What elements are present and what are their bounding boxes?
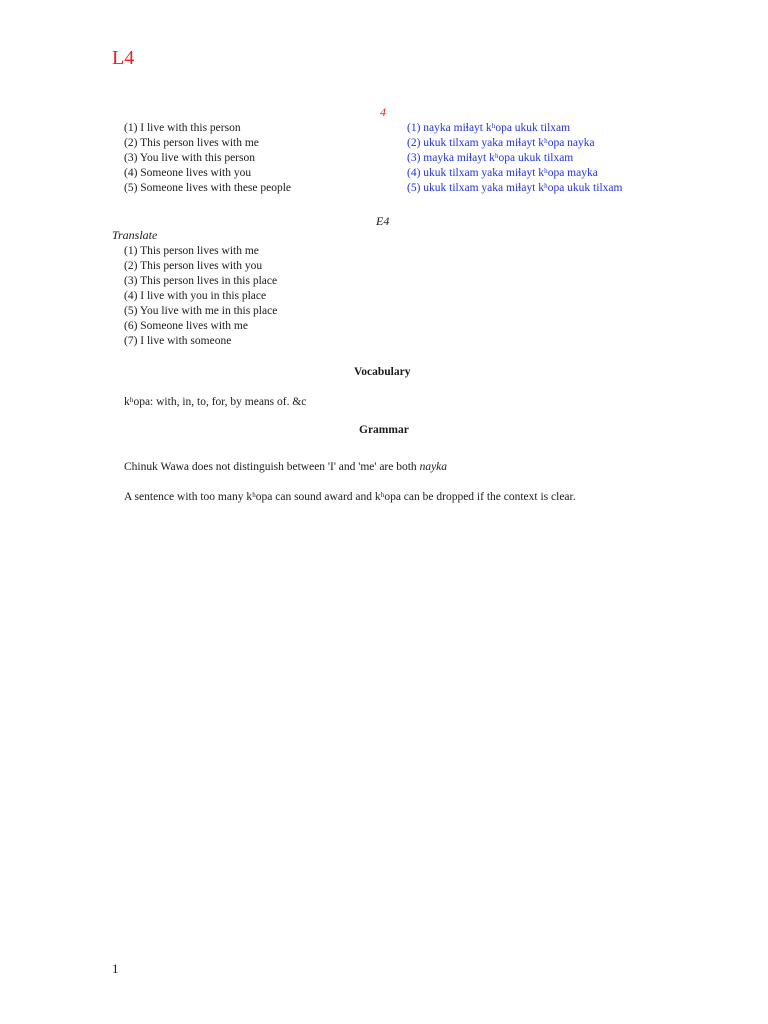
english-sentence: (2) This person lives with me <box>124 137 259 149</box>
translate-sentence: (5) You live with me in this place <box>124 305 278 317</box>
section-number: 4 <box>380 105 386 119</box>
vocabulary-heading: Vocabulary <box>354 366 411 378</box>
chinuk-sentence: (1) nayka miɬayt kʰopa ukuk tilxam <box>407 122 571 134</box>
vocabulary-entry: kʰopa: with, in, to, for, by means of. &c <box>124 396 307 408</box>
translate-sentence: (6) Someone lives with me <box>124 320 248 332</box>
translate-label: Translate <box>112 228 158 242</box>
exercise-label: E4 <box>376 214 390 228</box>
grammar-paragraph-1-text: Chinuk Wawa does not distinguish between 'I' and 'me' are both <box>124 461 420 473</box>
translate-sentence-list <box>124 244 277 349</box>
english-sentence: (4) Someone lives with you <box>124 167 252 179</box>
chinuk-sentence-list <box>407 121 622 196</box>
translate-sentence: (3) This person lives in this place <box>124 275 278 287</box>
english-sentence: (1) I live with this person <box>124 122 241 134</box>
chinuk-sentence: (5) ukuk tilxam yaka miɬayt kʰopa ukuk tilxam <box>407 182 623 194</box>
chinuk-sentence: (2) ukuk tilxam yaka miɬayt kʰopa nayka <box>407 137 595 149</box>
translate-sentence: (4) I live with you in this place <box>124 290 267 302</box>
english-sentence: (3) You live with this person <box>124 152 255 164</box>
translate-sentence: (2) This person lives with you <box>124 260 263 272</box>
english-sentence: (5) Someone lives with these people <box>124 182 292 194</box>
translate-sentence: (1) This person lives with me <box>124 245 259 257</box>
grammar-term: nayka <box>419 461 448 473</box>
english-sentence-list <box>124 121 291 196</box>
grammar-paragraph-1 <box>124 461 447 473</box>
grammar-paragraph-2: A sentence with too many kʰopa can sound award and kʰopa can be dropped if the context is clear. <box>124 491 576 503</box>
page-number: 1 <box>112 961 119 976</box>
translate-sentence: (7) I live with someone <box>124 335 232 347</box>
chinuk-sentence: (4) ukuk tilxam yaka miɬayt kʰopa mayka <box>407 167 598 179</box>
grammar-heading: Grammar <box>359 424 409 436</box>
chinuk-sentence: (3) mayka miɬayt kʰopa ukuk tilxam <box>407 152 574 164</box>
lesson-title: L4 <box>112 47 135 69</box>
